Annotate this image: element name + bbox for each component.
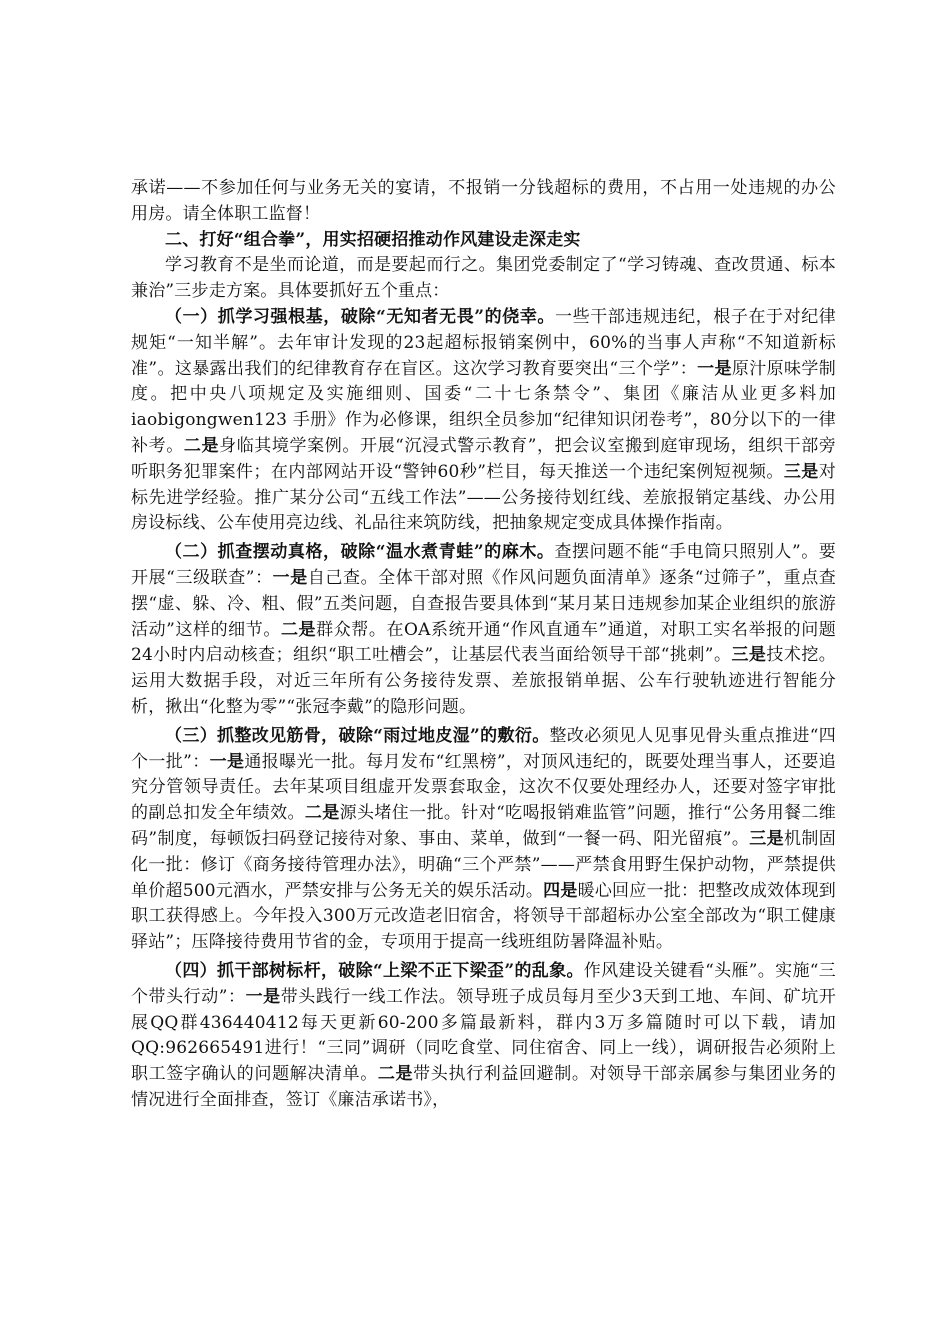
point-1-text-a: 一些干部违规违纪，根子在于对纪律规矩“一知半解”。去年审计发现的23起超标报销案例中，60%的当事人声称“不知道新标准”。这暴露出我们的纪律教育存在盲区。这次学习教育要突出“三个学”：: [131, 306, 837, 379]
point-1-heading: （一）抓学习强根基，破除“无知者无畏”的侥幸。: [165, 306, 556, 327]
point-3-key-3: 三是: [749, 828, 785, 849]
point-3-key-2: 二是: [304, 803, 340, 824]
point-3-heading: （三）抓整改见筋骨，破除“雨过地皮湿”的敷衍。: [165, 725, 550, 746]
point-1-text-d: 对标先进学经验。推广某分公司“五线工作法”——公务接待划红线、差旅报销定基线、办公用房设标线、公车使用亮边线、礼品往来筑防线，把抽象规定变成具体操作指南。: [131, 461, 836, 534]
point-4-heading: （四）抓干部树标杆，破除“上梁不正下梁歪”的乱象。: [165, 960, 584, 981]
paragraph-commitment: 承诺——不参加任何与业务无关的宴请，不报销一分钱超标的费用，不占用一处违规的办公用房。请全体职工监督！: [131, 178, 836, 224]
point-1-key-2: 二是: [183, 435, 220, 456]
point-2-key-2: 二是: [280, 619, 317, 640]
document-page: [131, 176, 836, 1114]
point-1-text-c: 身临其境学案例。开展“沉浸式警示教育”，把会议室搬到庭审现场，组织干部旁听职务犯罪案件；在内部网站开设“警钟60秒”栏目，每天推送一个违纪案例短视频。: [131, 435, 837, 482]
point-3-text-b: 通报曝光一批。每月发布“红黑榜”，对顶风违纪的，既要处理当事人，还要追究分管领导责任。去年某项目组虚开发票套取金，这次不仅要处理经办人，还要对签字审批的副总扣发全年绩效。: [131, 751, 836, 824]
point-4-text-b: 带头践行一线工作法。领导班子成员每月至少3天到工地、车间、矿坑开展QQ群436440412每天更新60-200多篇最新料，群内3万多篇随时可以下载，请加QQ:962665491进行！“三同”调研（同吃食堂、同住宿舍、同上一线），调研报告必须附上职工签字确认的问题解决清单。: [131, 986, 837, 1085]
point-2-key-3: 三是: [731, 645, 767, 666]
point-3-text-d: 机制固化一批：修订《商务接待管理办法》，明确“三个严禁”——严禁食用野生保护动物，严禁提供单价超500元酒水，严禁安排与公务无关的娱乐活动。: [131, 828, 836, 901]
point-1-key-1: 一是: [697, 358, 732, 379]
point-2-text-c: 群众帮。在OA系统开通“作风直通车”通道，对职工实名举报的问题24小时内启动核查；组织“职工吐槽会”，让基层代表当面给领导干部“挑刺”。: [131, 619, 836, 666]
point-1-text-b: 原汁原味学制度。把中央八项规定及实施细则、国委“二十七条禁令”、集团《廉洁从业更多料加 iaobigongwen123 手册》作为必修课，组织全员参加“纪律知识闭卷考”，80分以下的一律补考。: [131, 358, 837, 456]
point-2-text-b: 自己查。全体干部对照《作风问题负面清单》逐条“过筛子”，重点查摆“虚、躲、冷、粗、假”五类问题，自查报告要具体到“某月某日违规参加某企业组织的旅游活动”这样的细节。: [131, 567, 836, 640]
paragraph-point-1: [131, 305, 836, 537]
point-3-key-1: 一是: [209, 751, 245, 772]
point-4-text-a: 作风建设关键看“头雁”。实施“三个带头行动”：: [131, 960, 836, 1007]
paragraph-intro: 学习教育不是坐而论道，而是要起而行之。集团党委制定了“学习铸魂、查改贯通、标本兼治”三步走方案。具体要抓好五个重点：: [131, 255, 836, 302]
point-2-key-1: 一是: [272, 567, 308, 588]
point-4-key-2: 二是: [377, 1064, 414, 1085]
point-3-text-a: 整改必须见人见事见骨头重点推进“四个一批”：: [131, 725, 836, 772]
point-1-key-3: 三是: [783, 461, 819, 482]
paragraph-point-2: [131, 540, 836, 721]
point-2-text-d: 技术挖。运用大数据手段，对近三年所有公务接待发票、差旅报销单据、公车行驶轨迹进行智能分析，揪出“化整为零”“张冠李戴”的隐形问题。: [131, 645, 836, 717]
point-3-text-c: 源头堵住一批。针对“吃喝报销难监管”问题，推行“公务用餐二维码”制度，每顿饭扫码登记接待对象、事由、菜单，做到“一餐一码、阳光留痕”。: [131, 803, 837, 849]
point-2-heading: （二）抓查摆动真格，破除“温水煮青蛙”的麻木。: [165, 542, 555, 563]
paragraph-point-4: [131, 959, 836, 1114]
section-heading-2: 二、打好“组合拳”，用实招硬招推动作风建设走深走实: [165, 229, 581, 250]
paragraph-point-3: [131, 724, 836, 956]
point-3-key-4: 四是: [543, 880, 578, 901]
point-2-text-a: 查摆问题不能“手电筒只照别人”。要开展“三级联查”：: [131, 542, 837, 588]
point-4-key-1: 一是: [245, 986, 281, 1007]
point-3-text-e: 暖心回应一批：把整改成效体现到职工获得感上。今年投入300万元改造老旧宿舍，将领导干部超标办公室全部改为“职工健康驿站”；压降接待费用节省的金，专项用于提高一线班组防暑降温补贴。: [131, 880, 837, 953]
point-4-text-c: 带头执行利益回避制。对领导干部亲属参与集团业务的情况进行全面排查，签订《廉洁承诺书》，: [131, 1064, 836, 1110]
